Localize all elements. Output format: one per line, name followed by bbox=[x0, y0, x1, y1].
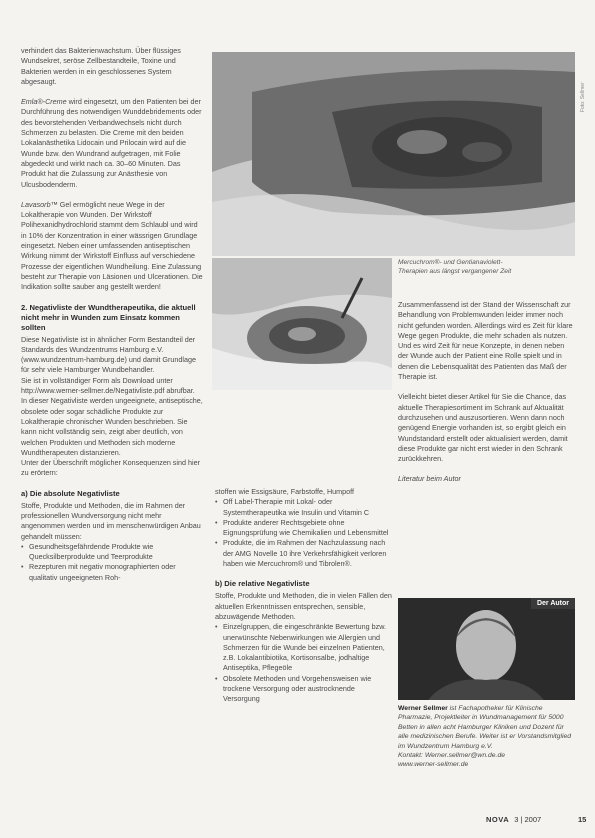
bullet-list bbox=[215, 497, 393, 569]
bullet-list bbox=[215, 622, 393, 704]
author-portrait bbox=[398, 598, 575, 700]
list-item: • Produkte, die im Rahmen der Nachzulassung nach der AMG Novelle 10 ihre Verkehrsfähigkeit verloren haben wie Mercuchrom® und Tibrolen®. bbox=[223, 538, 393, 569]
paragraph: Stoffe, Produkte und Methoden, die in vielen Fällen den aktuellen Erkenntnissen entsprechen, sensible, abzuwägende Methoden. bbox=[215, 591, 392, 621]
paragraph: Unter der Überschrift möglicher Konsequenzen sind hier zu erörtern: bbox=[21, 458, 200, 478]
list-item: • Gesundheitsgefährdende Produkte wie Quecksilberprodukte und Teerprodukte bbox=[29, 542, 204, 563]
column-3 bbox=[398, 300, 576, 495]
product-name: Emla®-Creme bbox=[21, 97, 67, 107]
paragraph: Diese Negativliste ist in ähnlicher Form Bestandteil der Standards des Wundzentrums Hamburg e.V. (www.wundzentrum-hamburg.de) und damit Grundlage für sehr viele Hamburger Wundbehandler. bbox=[21, 334, 196, 375]
paragraph: Sie ist in vollständiger Form als Download unter http://www.werner-sellmer.de/Negativliste.pdf abrufbar. bbox=[21, 375, 195, 396]
paragraph: verhindert das Bakterienwachstum. Über flüssiges Wundsekret, seröse Zellbestandteile, Toxine und Bakterien werden in ein geschlossenes System abgesaugt. bbox=[21, 46, 181, 86]
paragraph: In dieser Negativliste werden ungeeignete, antiseptische, obsolete oder sogar schädliche Produkte zur Lokaltherapie chronischer Wunden beschrieben. Sie kann nicht vollständig sein, zeigt aber deutlich, von welchen Produkten und Methoden sich moderne Wundtherapeuten distanzieren. bbox=[21, 396, 203, 457]
section-heading: 2. Negativliste der Wundtherapeutika, die aktuell nicht mehr in Wunden zum Einsatz kommen sollten bbox=[21, 302, 196, 332]
author-label: Der Autor bbox=[531, 598, 575, 609]
subsection-heading: a) Die absolute Negativliste bbox=[21, 488, 120, 498]
photo-caption: Mercuchrom®- und Gentianaviolett-Therapien aus längst vergangener Zeit bbox=[398, 259, 512, 275]
paragraph: Stoffe, Produkte und Methoden, die im Rahmen der professionellen Wundversorgung nicht mehr angenommen werden und im menschenwürdigen Anbau gehandelt müssen: bbox=[21, 500, 201, 541]
bullet-list bbox=[21, 542, 204, 583]
list-item: • Einzelgruppen, die eingeschränkte Bewertung bzw. unerwünschte Nebenwirkungen wie Allergien und Schmerzen für die Wunde bei einzelnen Patienten, z.B. Lokalantibiotika, Kortisonsalbe, jodhaltige Antiseptika, Pflegeöle bbox=[223, 622, 393, 673]
paragraph bbox=[21, 200, 204, 293]
author-name: Werner Sellmer bbox=[398, 705, 448, 712]
list-item: • Rezepturen mit negativ monographierten oder qualitativ ungeeigneten Roh- bbox=[29, 562, 204, 583]
author-bio bbox=[398, 704, 576, 770]
paragraph: Vielleicht bietet dieser Artikel für Sie die Chance, das aktuelle Therapiesortiment im Schrank auf Aktualität durchzusehen und auszusortieren. Wenn dann noch genügend Energie vorhanden ist, so ergibt gleich ein Wundstandard erstellt oder aktualisiert werden, damit diese Produkte gar nicht erst wieder in den Schrank zurückkehren. bbox=[398, 392, 568, 464]
paragraph: Zusammenfassend ist der Stand der Wissenschaft zur Behandlung von Problemwunden leider immer noch nicht gefunden worden. Allerdings wird es Zeit für klare Wege gegen Produkte, die mehr schaden als nutzen. Und es wird Zeit für neue Konzepte, in denen neben der Wunde auch der Patient eine Rolle spielt und in denen die Lebensqualität des Patienten das Maß der Therapie ist. bbox=[398, 300, 573, 382]
list-item: • Off Label-Therapie mit Lokal- oder Systemtherapeutika wie Insulin und Vitamin C bbox=[223, 497, 393, 518]
list-item: • Produkte anderer Rechtsgebiete ohne Eignungsprüfung wie Chemikalien und Lebensmittel bbox=[223, 518, 393, 539]
column-1 bbox=[21, 46, 204, 583]
column-2 bbox=[215, 487, 393, 705]
paragraph-text: wird eingesetzt, um den Patienten bei der Durchführung des notwendigen Wunddebridements oder des bevorstehenden Verbandwechsels nicht durch Schmerzen zu belasten. Die Creme mit den beiden Lokalanästhetika Lidocain und Prilocain wird auf die Wunde bzw. den Wundrand aufgetragen, mit Folie abgedeckt und wirkt nach ca. 30–60 Minuten. Das Produkt hat die Zulassung zur Anästhesie von Ulcusbodenderm. bbox=[21, 97, 202, 189]
author-description: ist Fachapotheker für Klinische Pharmazie, Projektleiter in Wundmanagement für 5000 Betten in allen acht Hamburger Kliniken und Dozent für alle medizinischen Berufe. Weiter ist er Vorstandsmitglied im Wundzentrum Hamburg e.V. bbox=[398, 705, 572, 750]
wound-photo-left-image bbox=[212, 258, 392, 390]
issue-number: 3 | 2007 bbox=[514, 815, 542, 824]
paragraph: stoffen wie Essigsäure, Farbstoffe, Humpoff bbox=[215, 487, 355, 496]
page-footer bbox=[486, 815, 586, 824]
product-name: Lavasorb™ bbox=[21, 199, 58, 209]
paragraph-text: Gel ermöglicht neue Wege in der Lokaltherapie von Wunden. Der Wirkstoff Polihexanidhydrochlorid stammt dem Schlaubl und wird in 10% der Konzentration in einer wässrigen Grundlage eingesetzt. Neben einer umfassenden antiseptischen Wirkung nimmt der Wirkstoff Einfluss auf verschiedene Prozesse der eigentlichen Wundheilung. Eine Zulassung besteht zur Therapie von Läsionen und Ulcerationen. Die Indikation sollte sauber ang gestellt werden! bbox=[21, 199, 203, 292]
page-number: 15 bbox=[578, 815, 587, 824]
magazine-name: NOVA bbox=[486, 815, 510, 824]
literature-note: Literatur beim Autor bbox=[398, 474, 461, 484]
wound-photo-left bbox=[212, 258, 392, 390]
author-photo bbox=[398, 598, 575, 700]
list-item: • Obsolete Methoden und Vorgehensweisen wie trockene Versorgung oder austrocknende Versorgung bbox=[223, 674, 393, 705]
photo-credit: Foto: Sellmer bbox=[580, 82, 586, 112]
author-contact: Kontakt: Werner.sellmer@wn.de.de bbox=[398, 752, 506, 760]
wound-photo-top bbox=[212, 52, 575, 256]
wound-photo-top-image bbox=[212, 52, 575, 256]
paragraph bbox=[21, 97, 204, 190]
subsection-heading: b) Die relative Negativliste bbox=[215, 579, 310, 589]
author-website[interactable]: www.werner-sellmer.de bbox=[398, 761, 469, 769]
